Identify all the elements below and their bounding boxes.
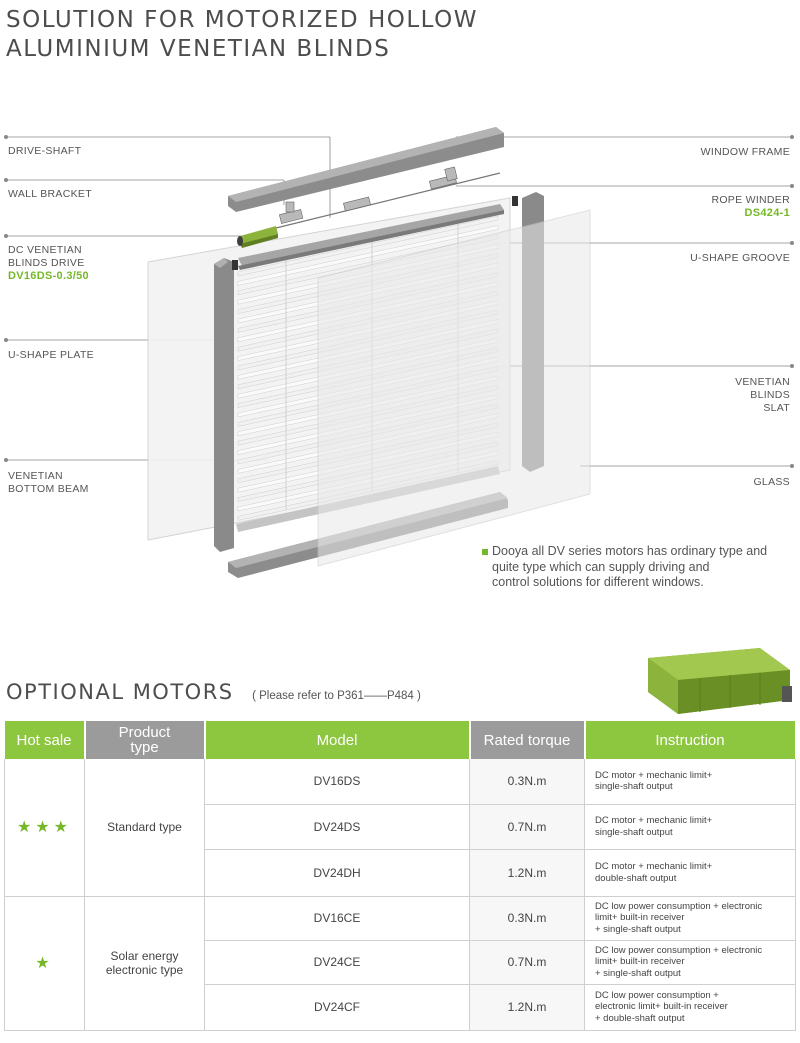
instruction-line: single-shaft output [595, 826, 673, 838]
table-row [5, 759, 796, 804]
label-rope-winder-name: ROPE WINDER [711, 194, 790, 206]
page-reference: ( Please refer to P361——P484 ) [252, 690, 421, 702]
title-line-2: ALUMINIUM VENETIAN BLINDS [6, 36, 391, 62]
header-product-type-line2: type [130, 739, 159, 756]
note-line-2: quite type which can supply driving and [492, 559, 710, 574]
instruction-line: DC motor + mechanic limit+ [595, 861, 713, 872]
instruction-line: single-shaft output [595, 781, 673, 793]
instruction-cell [585, 940, 796, 984]
label-bottom-beam-line2: BOTTOM BEAM [8, 483, 89, 495]
instruction-cell [585, 984, 796, 1030]
instruction-line: electronic limit+ built-in receiver [595, 1001, 728, 1013]
torque-cell: 0.7N.m [470, 940, 585, 984]
instruction-line: + single-shaft output [595, 967, 681, 979]
instruction-line: limit+ built-in receiver [595, 912, 685, 924]
instruction-line: double-shaft output [595, 872, 677, 884]
note-line-3: control solutions for different windows. [492, 575, 704, 589]
instruction-line: + single-shaft output [595, 923, 681, 935]
note-line-1: Dooya all DV series motors has ordinary type and [492, 544, 768, 558]
product-type-line1: Standard type [107, 820, 182, 835]
model-cell: DV16CE [205, 896, 470, 940]
model-cell: DV24DS [205, 804, 470, 849]
star-icon: ★ [35, 955, 54, 972]
label-wall-bracket: WALL BRACKET [8, 188, 92, 200]
label-dc-drive-line1: DC VENETIAN [8, 244, 82, 256]
torque-cell: 0.3N.m [470, 759, 585, 804]
instruction-line: + double-shaft output [595, 1012, 685, 1024]
label-rope-winder-code: DS424-1 [744, 207, 790, 219]
header-hot-sale: Hot sale [5, 721, 85, 759]
label-bottom-beam-line1: VENETIAN [8, 470, 63, 482]
product-type-line2: electronic type [105, 963, 184, 977]
model-cell: DV24CF [205, 984, 470, 1030]
label-slat-line3: SLAT [763, 402, 790, 414]
header-instruction: Instruction [585, 721, 796, 759]
label-bottom-beam [8, 470, 89, 496]
header-rated-torque: Rated torque [470, 721, 585, 759]
label-dc-drive [8, 244, 89, 283]
motor-product-image [640, 640, 796, 720]
optional-motors-title: OPTIONAL MOTORS [6, 680, 234, 704]
instruction-line: DC low power consumption + electronic [595, 900, 763, 912]
model-cell: DV24CE [205, 940, 470, 984]
title-line-1: SOLUTION FOR MOTORIZED HOLLOW [6, 7, 479, 33]
table-header-row [5, 721, 796, 759]
instruction-cell [585, 804, 796, 849]
bullet-icon [482, 549, 488, 555]
instruction-line: DC motor + mechanic limit+ [595, 815, 713, 826]
optional-motors-heading [6, 680, 421, 704]
model-cell: DV24DH [205, 849, 470, 896]
table-row [5, 896, 796, 940]
instruction-line: DC low power consumption + electronic [595, 944, 763, 956]
instruction-line: DC low power consumption + [595, 989, 719, 1001]
model-cell: DV16DS [205, 759, 470, 804]
label-rope-winder [711, 194, 790, 220]
torque-cell: 0.7N.m [470, 804, 585, 849]
product-type-cell [85, 759, 205, 896]
label-dc-drive-code: DV16DS-0.3/50 [8, 270, 89, 282]
torque-cell: 0.3N.m [470, 896, 585, 940]
motors-table [4, 721, 797, 1031]
torque-cell: 1.2N.m [470, 849, 585, 896]
hot-sale-cell [5, 896, 85, 1030]
label-slat [735, 376, 790, 415]
torque-cell: 1.2N.m [470, 984, 585, 1030]
header-model: Model [205, 721, 470, 759]
header-product-type-line1: Product [118, 724, 171, 741]
label-window-frame: WINDOW FRAME [700, 146, 790, 158]
product-type-line1: Solar energy [110, 949, 179, 963]
product-type-cell [85, 896, 205, 1030]
instruction-line: DC motor + mechanic limit+ [595, 769, 713, 781]
label-u-shape-groove: U-SHAPE GROOVE [690, 252, 790, 264]
instruction-line: limit+ built-in receiver [595, 956, 685, 968]
instruction-cell [585, 849, 796, 896]
star-icon: ★★★ [16, 819, 73, 837]
header-product-type [85, 721, 205, 759]
label-slat-line1: VENETIAN [735, 376, 790, 388]
label-slat-line2: BLINDS [750, 389, 790, 401]
label-drive-shaft: DRIVE-SHAFT [8, 145, 82, 157]
label-glass: GLASS [753, 476, 790, 488]
label-dc-drive-line2: BLINDS DRIVE [8, 257, 85, 269]
instruction-cell [585, 759, 796, 804]
instruction-cell [585, 896, 796, 940]
label-u-shape-plate: U-SHAPE PLATE [8, 349, 94, 361]
hot-sale-cell [5, 759, 85, 896]
series-note [482, 544, 792, 591]
